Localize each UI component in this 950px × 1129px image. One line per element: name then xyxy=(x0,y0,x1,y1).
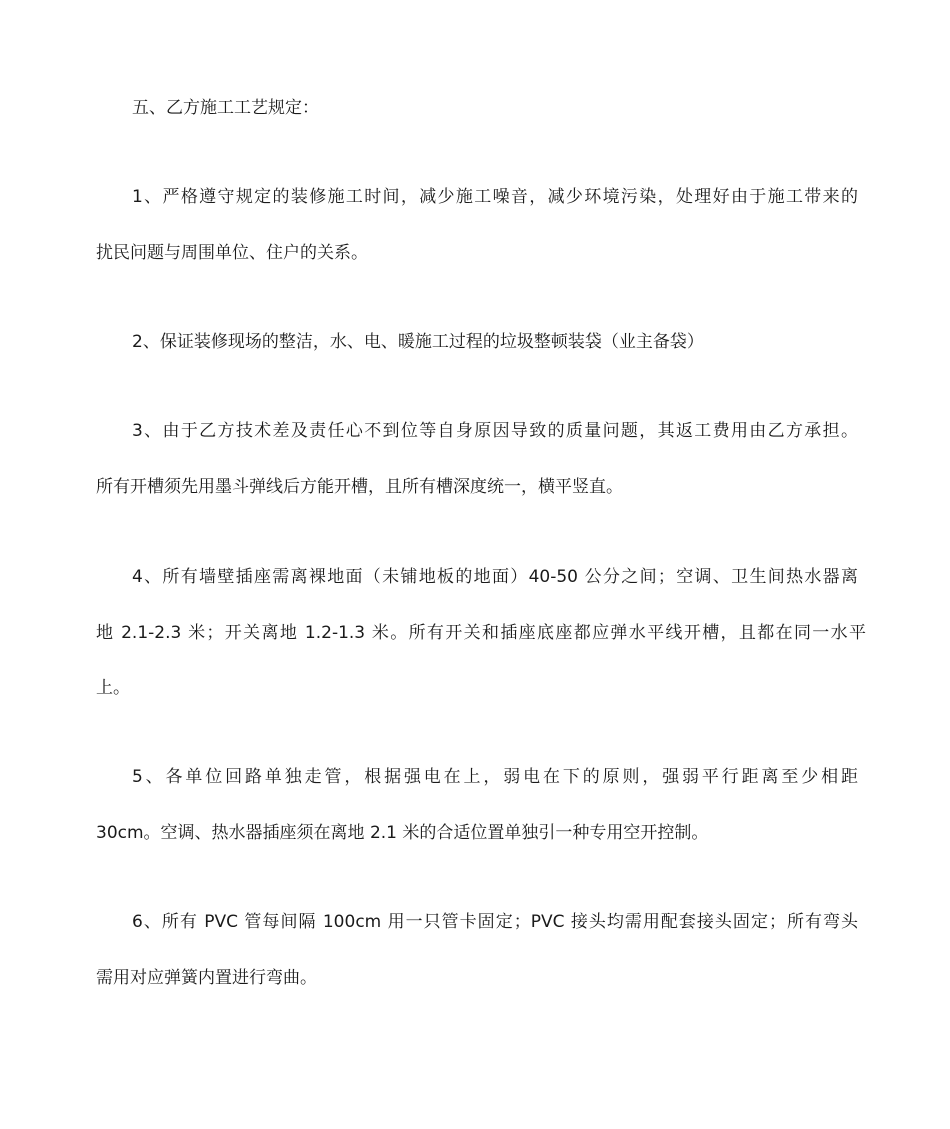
section-heading: 五、乙方施工工艺规定： xyxy=(132,98,319,118)
paragraph-4-line-2: 地 2.1-2.3 米；开关离地 1.2-1.3 米。所有开关和插座底座都应弹水平线开槽，且都在同一水平 xyxy=(96,623,866,643)
paragraph-4-line-3: 上。 xyxy=(96,678,130,698)
paragraph-6-line-2: 需用对应弹簧内置进行弯曲。 xyxy=(96,968,317,988)
paragraph-6-line-1: 6、所有 PVC 管每间隔 100cm 用一只管卡固定；PVC 接头均需用配套接头固定；所有弯头 xyxy=(132,912,858,932)
paragraph-4-line-1: 4、所有墙壁插座需离裸地面（未铺地板的地面）40-50 公分之间；空调、卫生间热水器离 xyxy=(132,567,858,587)
paragraph-5-line-1: 5、各单位回路单独走管，根据强电在上，弱电在下的原则，强弱平行距离至少相距 xyxy=(132,767,858,787)
paragraph-5-line-2: 30cm。空调、热水器插座须在离地 2.1 米的合适位置单独引一种专用空开控制。 xyxy=(96,823,709,843)
paragraph-3-line-2: 所有开槽须先用墨斗弹线后方能开槽，且所有槽深度统一，横平竖直。 xyxy=(96,477,623,497)
paragraph-1-line-1: 1、严格遵守规定的装修施工时间，减少施工噪音，减少环境污染，处理好由于施工带来的 xyxy=(132,187,858,207)
paragraph-1-line-2: 扰民问题与周围单位、住户的关系。 xyxy=(96,243,368,263)
paragraph-2-line-1: 2、保证装修现场的整洁，水、电、暖施工过程的垃圾整顿装袋（业主备袋） xyxy=(132,332,704,352)
paragraph-3-line-1: 3、由于乙方技术差及责任心不到位等自身原因导致的质量问题，其返工费用由乙方承担。 xyxy=(132,421,858,441)
